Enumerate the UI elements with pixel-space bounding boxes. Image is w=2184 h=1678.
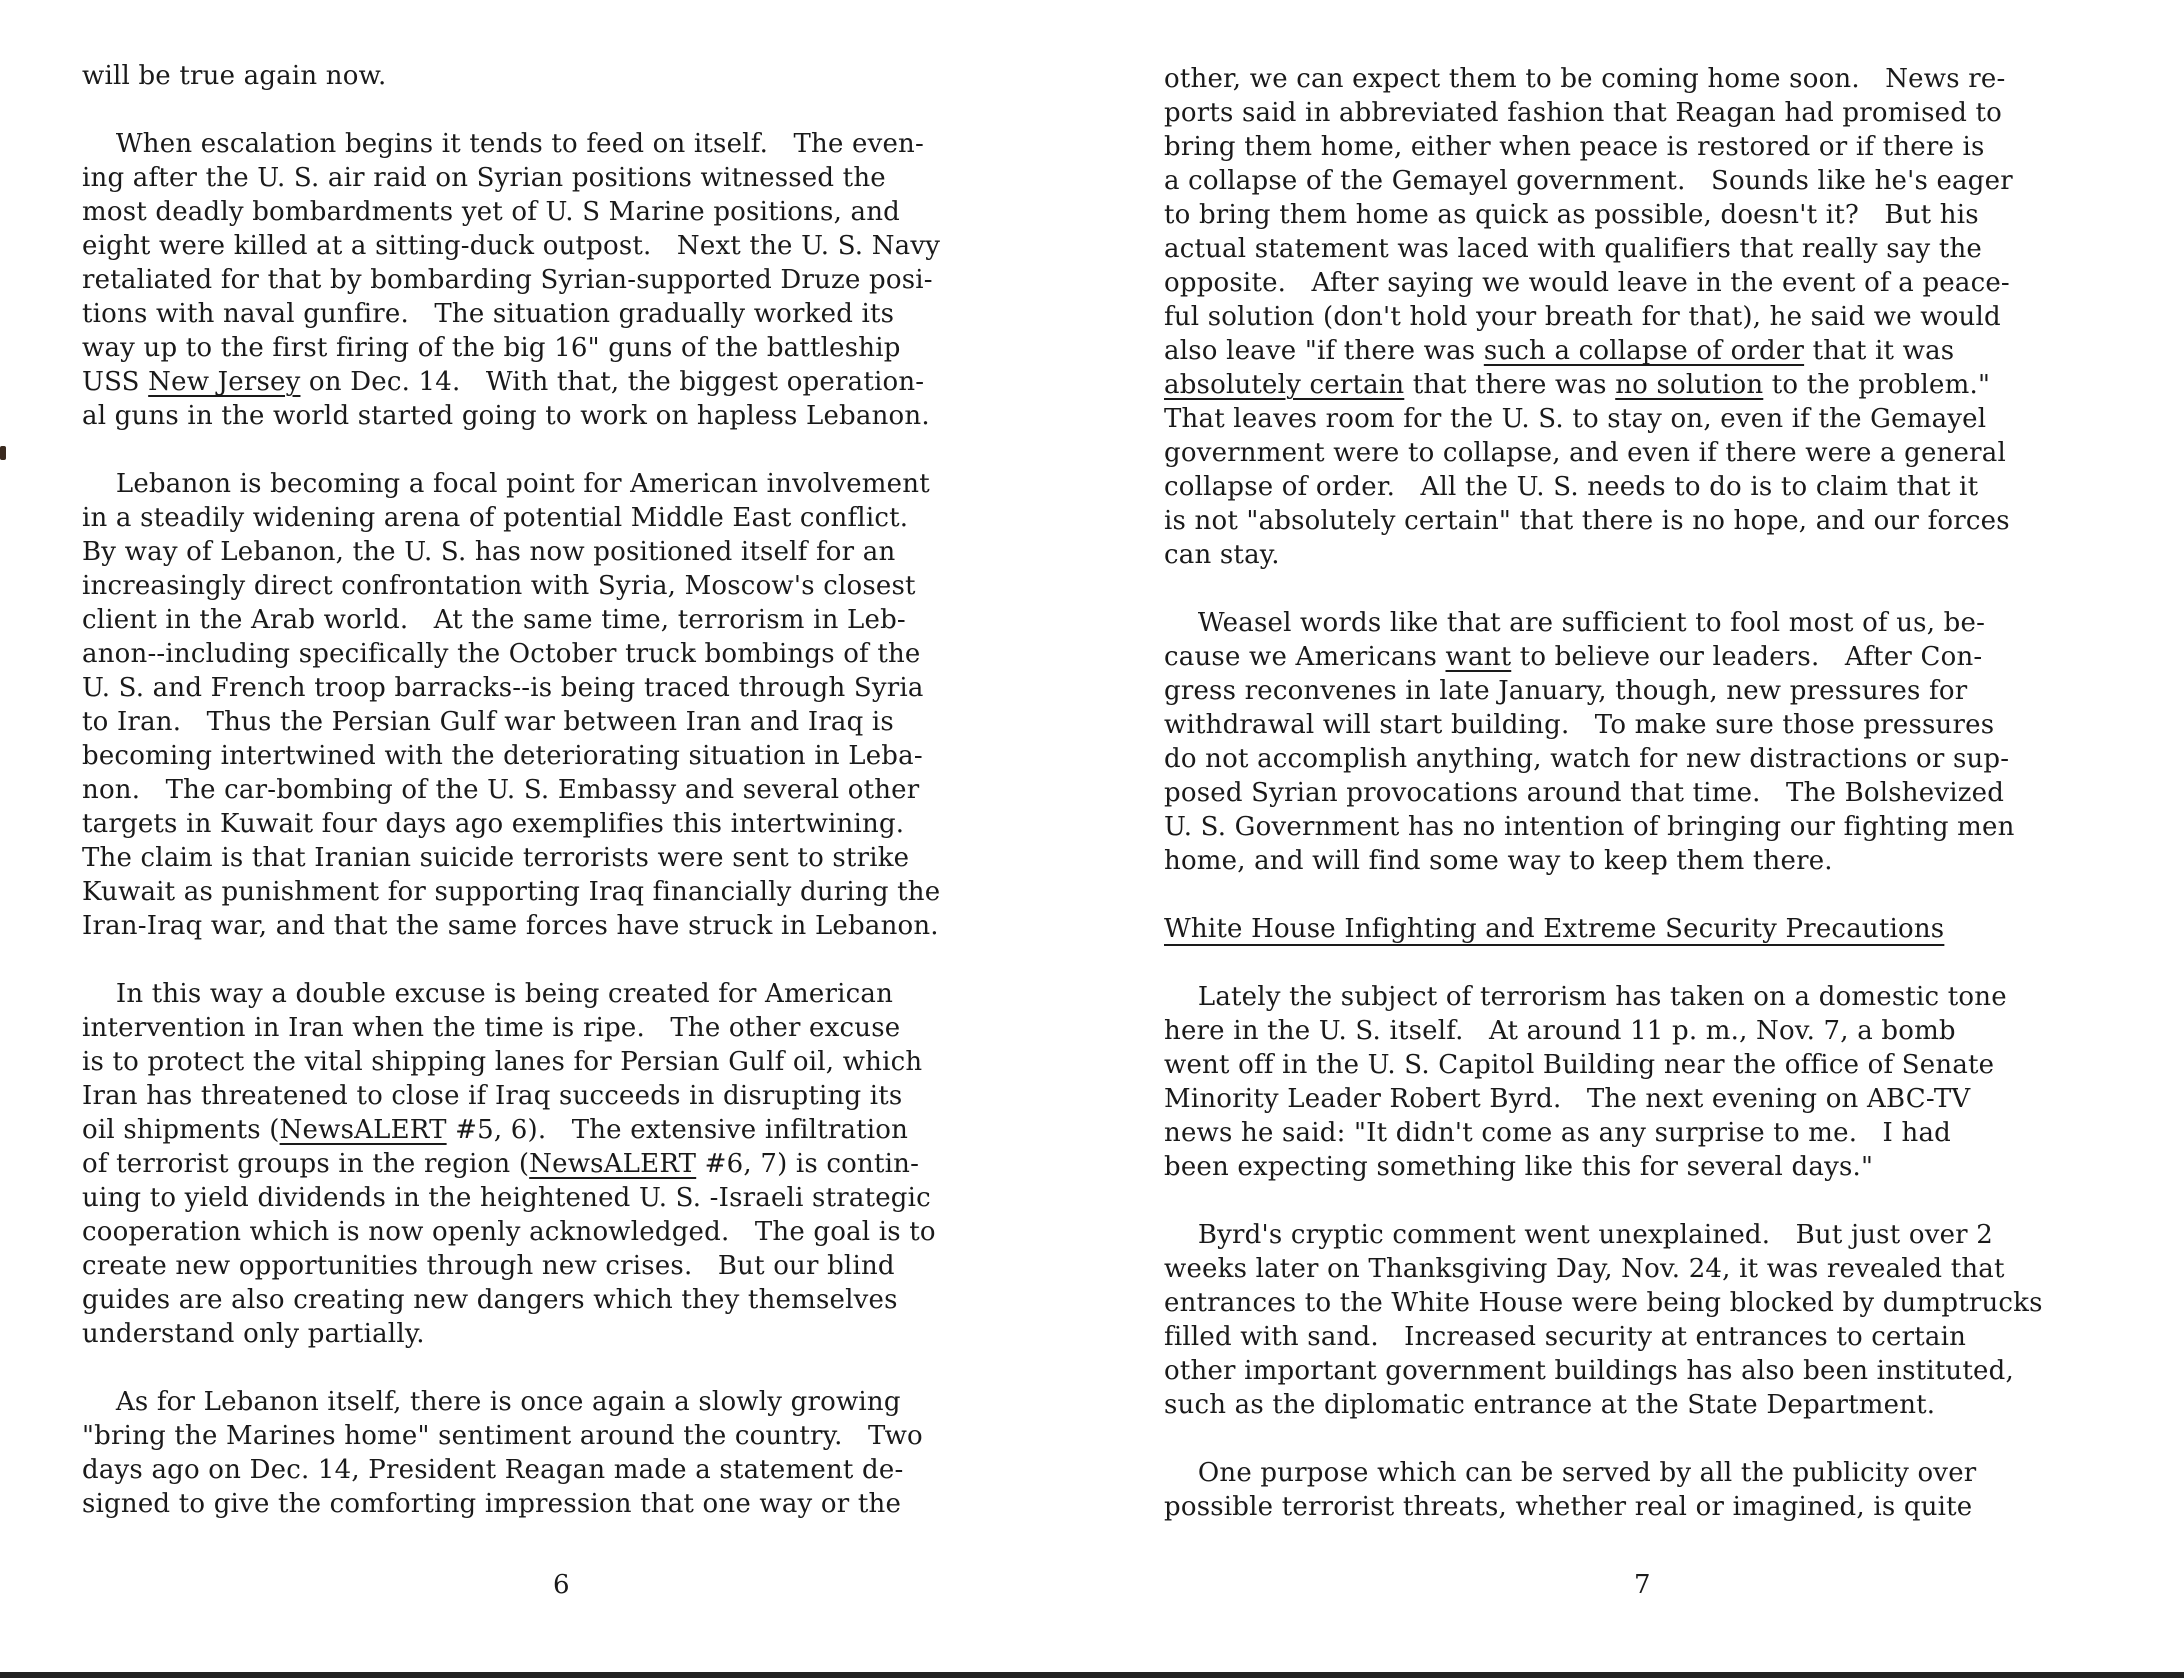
- underlined-phrase: no solution: [1615, 370, 1764, 400]
- text-line: is to protect the vital shipping lanes for Persian Gulf oil, which: [82, 1047, 923, 1077]
- text-line: withdrawal will start building. To make sure those pressures: [1164, 710, 1995, 740]
- text-line: went off in the U. S. Capitol Building near the office of Senate: [1164, 1050, 1995, 1080]
- margin-mark: [0, 446, 6, 460]
- text-line: U. S. Government has no intention of bringing our fighting men: [1164, 812, 2015, 842]
- text-line: increasingly direct confrontation with Syria, Moscow's closest: [82, 571, 916, 601]
- text-line: signed to give the comforting impression that one way or the: [82, 1489, 902, 1519]
- text-line: guides are also creating new dangers which they themselves: [82, 1285, 898, 1315]
- text-line: As for Lebanon itself, there is once again a slowly growing: [82, 1387, 901, 1417]
- text-line: One purpose which can be served by all the publicity over: [1164, 1458, 1977, 1488]
- right-page-text: [1164, 62, 2169, 1524]
- text-line: opposite. After saying we would leave in the event of a peace-: [1164, 268, 2010, 298]
- text-line: eight were killed at a sitting-duck outpost. Next the U. S. Navy: [82, 231, 941, 261]
- text-line: cause we Americans want to believe our leaders. After Con-: [1164, 642, 1983, 672]
- underlined-phrase: want: [1445, 642, 1512, 672]
- section-heading: White House Infighting and Extreme Security Precautions: [1164, 914, 1945, 944]
- text-line: In this way a double excuse is being created for American: [82, 979, 894, 1009]
- text-line: also leave "if there was such a collapse of order that it was: [1164, 336, 1955, 366]
- text-line: entrances to the White House were being blocked by dumptrucks: [1164, 1288, 2043, 1318]
- text-line: most deadly bombardments yet of U. S Marine positions, and: [82, 197, 901, 227]
- text-line: USS New Jersey on Dec. 14. With that, the biggest operation-: [82, 367, 925, 397]
- underlined-phrase: New Jersey: [148, 367, 301, 397]
- text-line: been expecting something like this for several days.": [1164, 1152, 1874, 1182]
- underlined-phrase: NewsALERT: [529, 1149, 697, 1179]
- underlined-phrase: NewsALERT: [279, 1115, 447, 1145]
- text-line: home, and will find some way to keep them there.: [1164, 846, 1833, 876]
- text-line: ful solution (don't hold your breath for that), he said we would: [1164, 302, 2001, 332]
- text-line: uing to yield dividends in the heightened U. S. -Israeli strategic: [82, 1183, 931, 1213]
- text-line: Kuwait as punishment for supporting Iraq financially during the: [82, 877, 941, 907]
- text-line: Minority Leader Robert Byrd. The next evening on ABC-TV: [1164, 1084, 1971, 1114]
- underlined-phrase: such a collapse of order: [1483, 336, 1805, 366]
- text-line: Weasel words like that are sufficient to fool most of us, be-: [1164, 608, 1986, 638]
- text-line: gress reconvenes in late January, though, new pressures for: [1164, 676, 1968, 706]
- text-line: a collapse of the Gemayel government. Sounds like he's eager: [1164, 166, 2013, 196]
- text-line: do not accomplish anything, watch for new distractions or sup-: [1164, 744, 2010, 774]
- text-line: understand only partially.: [82, 1319, 425, 1349]
- text-line: bring them home, either when peace is restored or if there is: [1164, 132, 1985, 162]
- text-line: other, we can expect them to be coming home soon. News re-: [1164, 64, 2006, 94]
- page-number: 7: [1634, 1570, 1651, 1600]
- text-line: Iran-Iraq war, and that the same forces have struck in Lebanon.: [82, 911, 939, 941]
- text-line: way up to the first firing of the big 16" guns of the battleship: [82, 333, 901, 363]
- text-line: targets in Kuwait four days ago exemplifies this intertwining.: [82, 809, 905, 839]
- text-line: can stay.: [1164, 540, 1280, 570]
- text-line: days ago on Dec. 14, President Reagan made a statement de-: [82, 1455, 904, 1485]
- text-line: here in the U. S. itself. At around 11 p. m., Nov. 7, a bomb: [1164, 1016, 1956, 1046]
- text-line: The claim is that Iranian suicide terrorists were sent to strike: [82, 843, 910, 873]
- text-line: Lebanon is becoming a focal point for American involvement: [82, 469, 930, 499]
- text-line: news he said: "It didn't come as any surprise to me. I had: [1164, 1118, 1951, 1148]
- text-line: will be true again now.: [82, 61, 387, 91]
- text-line: such as the diplomatic entrance at the State Department.: [1164, 1390, 1936, 1420]
- text-line: becoming intertwined with the deteriorating situation in Leba-: [82, 741, 923, 771]
- text-line: other important government buildings has also been instituted,: [1164, 1356, 2014, 1386]
- right-page: [1092, 0, 2184, 1678]
- text-line: al guns in the world started going to work on hapless Lebanon.: [82, 401, 930, 431]
- text-line: intervention in Iran when the time is ripe. The other excuse: [82, 1013, 901, 1043]
- text-line: client in the Arab world. At the same time, terrorism in Leb-: [82, 605, 906, 635]
- text-line: in a steadily widening arena of potential Middle East conflict.: [82, 503, 909, 533]
- text-line: cooperation which is now openly acknowledged. The goal is to: [82, 1217, 936, 1247]
- text-line: to Iran. Thus the Persian Gulf war between Iran and Iraq is: [82, 707, 894, 737]
- text-line: That leaves room for the U. S. to stay on, even if the Gemayel: [1164, 404, 1987, 434]
- text-line: possible terrorist threats, whether real or imagined, is quite: [1164, 1492, 1973, 1522]
- text-line: When escalation begins it tends to feed on itself. The even-: [82, 129, 924, 159]
- text-line: filled with sand. Increased security at entrances to certain: [1164, 1322, 1967, 1352]
- text-line: "bring the Marines home" sentiment around the country. Two: [82, 1421, 923, 1451]
- text-line: collapse of order. All the U. S. needs to do is to claim that it: [1164, 472, 1979, 502]
- text-line: posed Syrian provocations around that time. The Bolshevized: [1164, 778, 2005, 808]
- text-line: ing after the U. S. air raid on Syrian positions witnessed the: [82, 163, 886, 193]
- page-number: 6: [553, 1570, 570, 1600]
- text-line: retaliated for that by bombarding Syrian-supported Druze posi-: [82, 265, 933, 295]
- text-line: actual statement was laced with qualifiers that really say the: [1164, 234, 1982, 264]
- text-line: Iran has threatened to close if Iraq succeeds in disrupting its: [82, 1081, 903, 1111]
- text-line: absolutely certain that there was no solution to the problem.": [1164, 370, 1991, 400]
- text-line: By way of Lebanon, the U. S. has now positioned itself for an: [82, 537, 896, 567]
- text-line: is not "absolutely certain" that there is no hope, and our forces: [1164, 506, 2010, 536]
- text-line: weeks later on Thanksgiving Day, Nov. 24, it was revealed that: [1164, 1254, 2005, 1284]
- text-line: to bring them home as quick as possible, doesn't it? But his: [1164, 200, 1979, 230]
- text-line: oil shipments (NewsALERT #5, 6). The extensive infiltration: [82, 1115, 909, 1145]
- text-line: non. The car-bombing of the U. S. Embassy and several other: [82, 775, 920, 805]
- underlined-phrase: absolutely certain: [1164, 370, 1405, 400]
- text-line: government were to collapse, and even if there were a general: [1164, 438, 2006, 468]
- text-line: U. S. and French troop barracks--is being traced through Syria: [82, 673, 924, 703]
- left-page-text: [82, 59, 1067, 1521]
- text-line: anon--including specifically the October truck bombings of the: [82, 639, 921, 669]
- page-bottom-edge: [0, 1672, 2184, 1678]
- text-line: Byrd's cryptic comment went unexplained. But just over 2: [1164, 1220, 1994, 1250]
- text-line: ports said in abbreviated fashion that Reagan had promised to: [1164, 98, 2003, 128]
- text-line: of terrorist groups in the region (NewsALERT #6, 7) is contin-: [82, 1149, 920, 1179]
- text-line: Lately the subject of terrorism has taken on a domestic tone: [1164, 982, 2007, 1012]
- text-line: create new opportunities through new crises. But our blind: [82, 1251, 895, 1281]
- text-line: tions with naval gunfire. The situation gradually worked its: [82, 299, 895, 329]
